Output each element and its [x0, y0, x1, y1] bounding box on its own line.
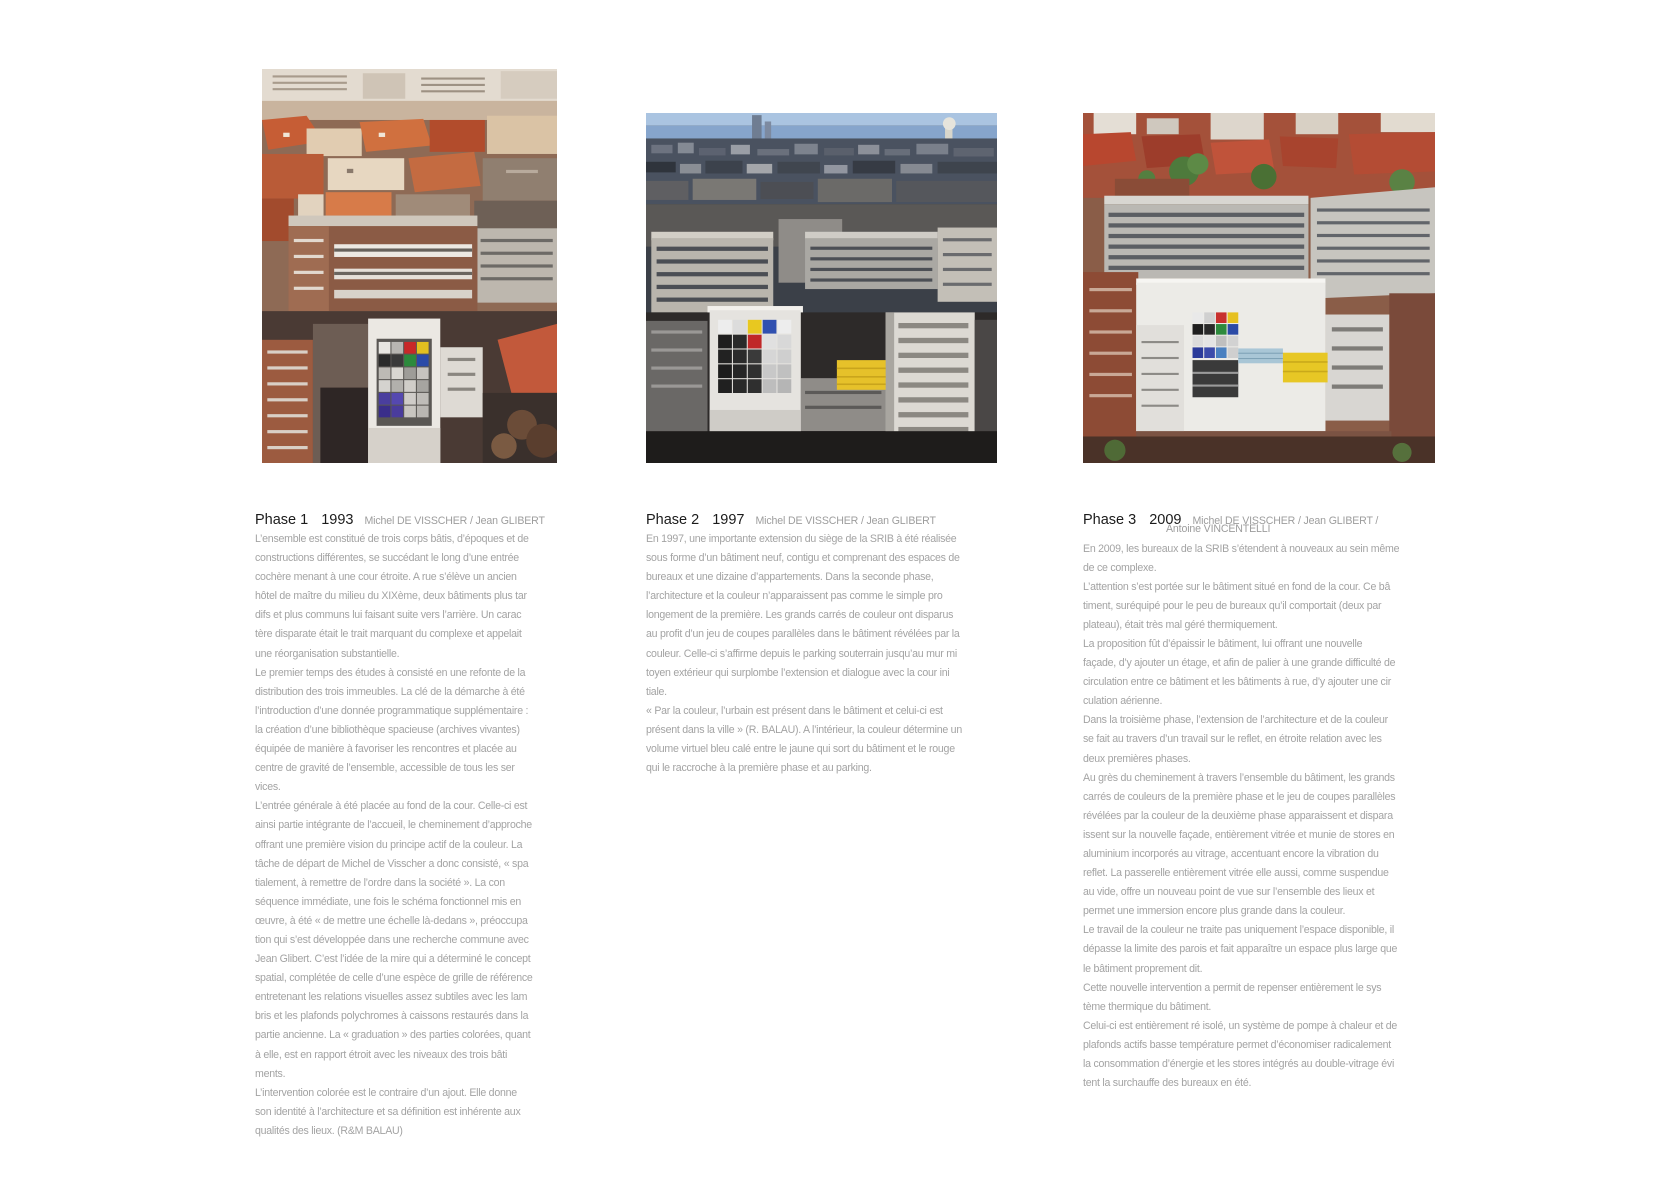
- text-line: ainsi partie intégrante de l’accueil, le cheminement d’approche: [255, 819, 532, 832]
- text-line: la création d’une bibliothèque spacieuse (archives vivantes): [255, 723, 520, 736]
- text-line: au vide, offre un nouveau point de vue sur l’ensemble des lieux et: [1083, 886, 1375, 899]
- text-line: cochère menant à une cour étroite. A rue s’élève un ancien: [255, 571, 517, 584]
- phase-year: 1993: [321, 512, 354, 528]
- text-line: façade, d’y ajouter un étage, et afin de palier à une grande difficulté de: [1083, 657, 1396, 670]
- text-line: Le premier temps des études à consisté en une refonte de la: [255, 666, 526, 679]
- text-line: révélées par la couleur de la deuxième phase apparaissent et dispara: [1083, 809, 1393, 822]
- text-line: deux premières phases.: [1083, 752, 1191, 765]
- text-line: plafonds actifs basse température permet d’économiser radicalement: [1083, 1038, 1391, 1051]
- phase-year: 2009: [1149, 512, 1182, 528]
- phase-authors: Michel DE VISSCHER / Jean GLIBERT: [755, 515, 936, 527]
- phase-2-photo: [646, 113, 997, 463]
- distant-city: [262, 69, 557, 120]
- text-line: séquence immédiate, une fois le schéma fonctionnel mis en: [255, 895, 522, 908]
- text-line: au profit d’un jeu de coupes parallèles dans le bâtiment révélées par la: [646, 628, 960, 641]
- text-line: difs et plus communs lui faisant suite vers l’arrière. Un carac: [255, 609, 522, 622]
- text-line: circulation entre ce bâtiment et les bâtiments à rue, d’y ajouter une cir: [1083, 676, 1391, 689]
- text-line: L’entrée générale à été placée au fond de la cour. Celle-ci est: [255, 800, 528, 813]
- phase-label: Phase 1: [255, 512, 309, 528]
- text-line: centre de gravité de l’ensemble, accessible de tous les ser: [255, 762, 515, 775]
- phase-1-column: [255, 511, 545, 1141]
- phase-2-column: [646, 511, 962, 778]
- yellow-panel: [837, 360, 886, 390]
- phase-year: 1997: [712, 512, 745, 528]
- text-line: permet une immersion encore plus grande dans la couleur.: [1083, 905, 1346, 918]
- text-line: L’intervention colorée est le contraire d’un ajout. Elle donne: [255, 1086, 517, 1099]
- text-line: issent sur la nouvelle façade, entièrement vitrée et munie de stores en: [1083, 828, 1395, 841]
- text-line: tialement, à remettre de l’ordre dans la société ». La con: [255, 876, 505, 889]
- text-line: bureaux et une dizaine d’appartements. Dans la seconde phase,: [646, 571, 934, 584]
- text-line: une réorganisation substantielle.: [255, 647, 400, 660]
- text-line: constructions différentes, se succédant le long d’une entrée: [255, 552, 519, 565]
- text-line: vices.: [255, 781, 281, 794]
- text-line: spatial, complétée de celle d’une espèce de grille de référence: [255, 972, 533, 985]
- brick-office-building: [289, 216, 478, 312]
- text-line: tâche de départ de Michel de Visscher a donc consisté, « spa: [255, 857, 529, 870]
- text-line: partie ancienne. La « graduation » des parties colorées, quant: [255, 1029, 531, 1042]
- text-line: timent, suréquipé pour le peu de bureaux qu’il comportait (deux par: [1083, 599, 1382, 612]
- phase-3-text: [1083, 540, 1399, 1094]
- text-line: tent la surchauffe des bureaux en été.: [1083, 1077, 1252, 1090]
- phase-3-photo: [1083, 113, 1435, 463]
- text-line: La proposition fût d’épaissir le bâtiment, lui offrant une nouvelle: [1083, 637, 1363, 650]
- phase-1-text: [255, 530, 545, 1141]
- text-line: de ce complexe.: [1083, 561, 1157, 574]
- colored-facade-grid: [718, 320, 791, 393]
- text-line: l’introduction d’une donnée programmatique supplémentaire :: [255, 704, 529, 717]
- text-line: distribution des trois immeubles. La clé de la démarche à été: [255, 685, 525, 698]
- text-line: tème thermique du bâtiment.: [1083, 1000, 1212, 1013]
- glass-footbridge: [1238, 348, 1283, 363]
- phase-authors-second-line: Antoine VINCENTELLI: [1166, 523, 1271, 535]
- text-line: couleur. Celle-ci s’affirme depuis le parking souterrain jusqu’au mur mi: [646, 647, 957, 660]
- phase-3-column: [1083, 511, 1399, 1093]
- text-line: à elle, est en rapport étroit avec les niveaux des trois bâti: [255, 1048, 508, 1061]
- text-line: équipée de manière à favoriser les rencontres et placée au: [255, 743, 517, 756]
- text-line: toyen extérieur qui surplombe l’extension et dialogue avec la cour ini: [646, 666, 950, 679]
- text-line: Dans la troisième phase, l’extension de l’architecture et de la couleur: [1083, 714, 1388, 727]
- text-line: L’ensemble est constitué de trois corps bâtis, d’époques et de: [255, 533, 529, 545]
- text-line: culation aérienne.: [1083, 695, 1163, 708]
- text-line: Cette nouvelle intervention a permit de repenser entièrement le sys: [1083, 981, 1382, 994]
- text-line: la consommation d’énergie et les stores intégrés au double-vitrage évi: [1083, 1058, 1395, 1071]
- yellow-panel: [1283, 353, 1328, 383]
- text-line: entretenant les relations visuelles assez subtiles avec les lam: [255, 991, 528, 1004]
- phase-label: Phase 3: [1083, 512, 1137, 528]
- text-line: plateau), était très mal géré thermiquement.: [1083, 618, 1278, 631]
- text-line: se fait au travers d’un travail sur le reflet, en étroite relation avec les: [1083, 733, 1382, 746]
- phase-3-heading: [1083, 511, 1399, 535]
- text-line: tère disparate était le trait marquant du complexe et appelait: [255, 628, 522, 641]
- phase-authors: Michel DE VISSCHER / Jean GLIBERT: [364, 515, 545, 527]
- text-line: Jean Glibert. C’est l’idée de la mire qui a déterminé le concept: [255, 953, 531, 966]
- text-line: longement de la première. Les grands carrés de couleur ont disparus: [646, 609, 954, 622]
- grey-office-building: [477, 228, 557, 302]
- sky: [646, 113, 997, 143]
- phase-1-heading: [255, 511, 545, 530]
- phase-1-photo: [262, 69, 557, 463]
- text-line: L’attention s’est portée sur le bâtiment situé en fond de la cour. Ce bâ: [1083, 580, 1391, 593]
- text-line: offrant une première vision du principe actif de la couleur. La: [255, 838, 523, 851]
- text-line: hôtel de maître du milieu du XIXème, deux bâtiments plus tar: [255, 590, 527, 603]
- phase-2-text: [646, 530, 962, 778]
- text-line: bris et les plafonds polychromes à caissons restaurés dans la: [255, 1010, 529, 1023]
- text-line: œuvre, à été « de mettre une échelle là-dedans », préoccupa: [255, 914, 528, 927]
- text-line: reflet. La passerelle entièrement vitrée elle aussi, comme suspendue: [1083, 867, 1389, 880]
- text-line: Celui-ci est entièrement ré isolé, un système de pompe à chaleur et de: [1083, 1019, 1398, 1032]
- text-line: ments.: [255, 1067, 286, 1080]
- text-line: En 2009, les bureaux de la SRIB s’étendent à nouveaux au sein même: [1083, 542, 1400, 555]
- text-line: aluminium incorporés au vitrage, accentuant encore la vibration du: [1083, 848, 1379, 860]
- text-line: volume virtuel bleu calé entre le jaune qui sort du bâtiment et le rouge: [646, 743, 955, 756]
- phase-label: Phase 2: [646, 512, 700, 528]
- text-line: dépasse la limite des parois et fait apparaître un espace plus large que: [1083, 943, 1398, 956]
- text-line: tion qui s’est développée dans une recherche commune avec: [255, 933, 529, 946]
- phase-2-heading: [646, 511, 962, 530]
- text-line: tiale.: [646, 685, 667, 698]
- text-line: carrés de couleurs de la première phase et le jeu de coupes parallèles: [1083, 790, 1396, 803]
- text-line: qui le raccroche à la première phase et au parking.: [646, 762, 872, 775]
- phase-authors: Michel DE VISSCHER / Jean GLIBERT /: [1192, 515, 1379, 527]
- text-line: l’architecture et la couleur n’apparaissent pas comme le simple pro: [646, 590, 943, 603]
- text-line: En 1997, une importante extension du siège de la SRIB à été réalisée: [646, 533, 957, 545]
- text-line: sous forme d’un bâtiment neuf, contigu et comprenant des espaces de: [646, 552, 960, 565]
- text-line: « Par la couleur, l’urbain est présent dans le bâtiment et celui-ci est: [646, 704, 943, 717]
- text-line: qualités des lieux. (R&M BALAU): [255, 1124, 403, 1137]
- text-line: Le travail de la couleur ne traite pas uniquement l’espace disponible, il: [1083, 924, 1394, 937]
- text-line: le bâtiment proprement dit.: [1083, 962, 1203, 975]
- text-line: présent dans la ville » (R. BALAU). A l’intérieur, la couleur détermine un: [646, 723, 962, 736]
- text-line: Au grès du cheminement à travers l’ensemble du bâtiment, les grands: [1083, 771, 1395, 784]
- text-line: son identité à l’architecture et sa définition est inhérente aux: [255, 1105, 521, 1118]
- colored-facade-grid: [377, 339, 432, 426]
